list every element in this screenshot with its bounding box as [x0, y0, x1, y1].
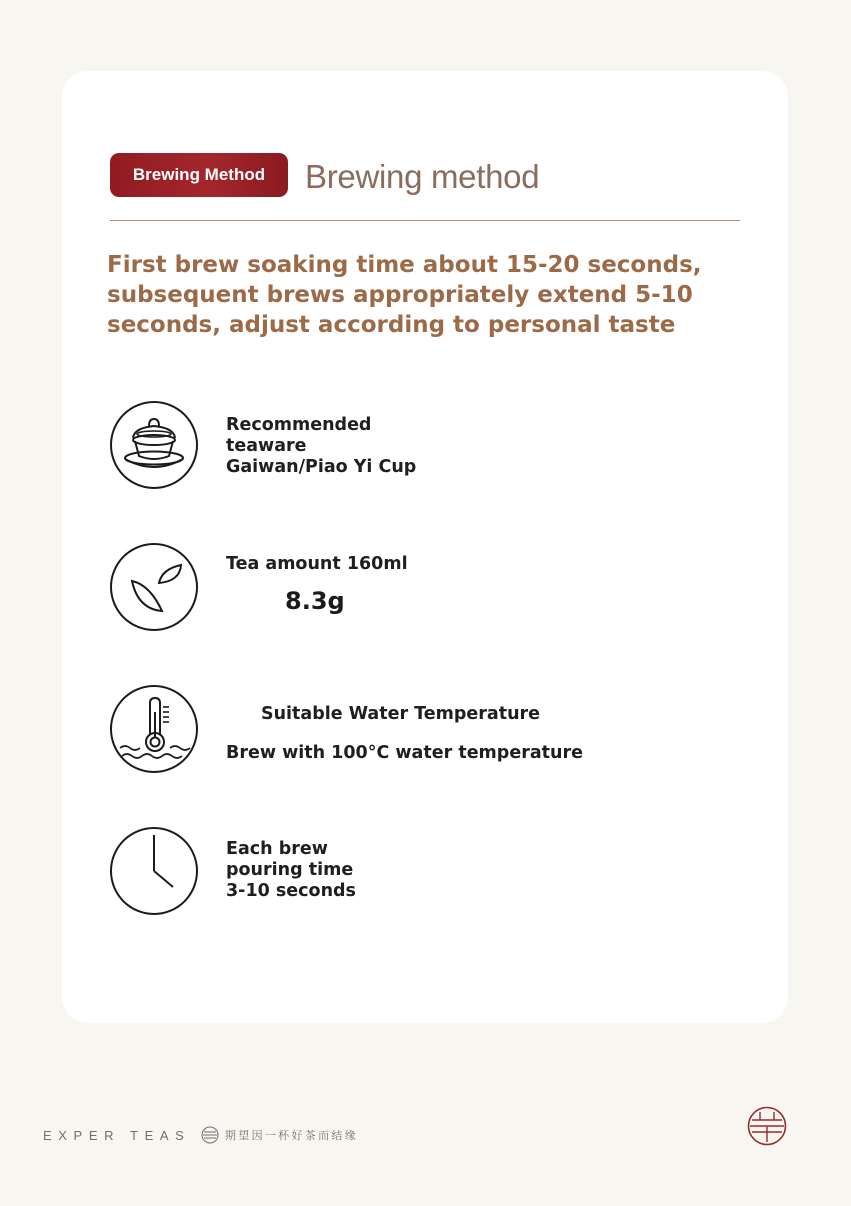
- temperature-value: Brew with 100°C water temperature: [226, 743, 583, 763]
- tea-amount-label: Tea amount 160ml: [226, 554, 408, 574]
- temperature-label: Suitable Water Temperature: [261, 704, 541, 724]
- teaware-info: [226, 415, 416, 478]
- instruction-line: seconds, adjust according to personal taste: [107, 312, 676, 338]
- pouring-time-value: 3-10 seconds: [226, 881, 356, 901]
- title-divider: [110, 220, 740, 221]
- gaiwan-icon: [110, 401, 198, 489]
- section-badge: Brewing Method: [110, 153, 288, 197]
- instruction-line: First brew soaking time about 15-20 seconds,: [107, 252, 702, 278]
- tea-leaf-icon: [110, 543, 198, 631]
- pouring-time-info: [226, 839, 356, 902]
- thermometer-icon: [110, 685, 198, 773]
- teaware-label: Recommended: [226, 415, 372, 435]
- brewing-instructions: [107, 250, 747, 340]
- tea-amount-value: 8.3g: [285, 587, 345, 615]
- section-title: Brewing method: [305, 158, 540, 195]
- teaware-value: Gaiwan/Piao Yi Cup: [226, 457, 417, 477]
- brand-slogan: 期望因一杯好茶而结缘: [225, 1129, 358, 1142]
- instruction-line: subsequent brews appropriately extend 5-10: [107, 282, 693, 308]
- brand-name: EXPER TEAS: [43, 1128, 191, 1143]
- teaware-label: teaware: [226, 436, 307, 456]
- brand-mini-logo-icon: [201, 1126, 219, 1144]
- brand-logo-icon: [747, 1106, 787, 1146]
- clock-icon: [110, 827, 198, 915]
- pouring-time-label: Each brew: [226, 839, 328, 859]
- pouring-time-label: pouring time: [226, 860, 354, 880]
